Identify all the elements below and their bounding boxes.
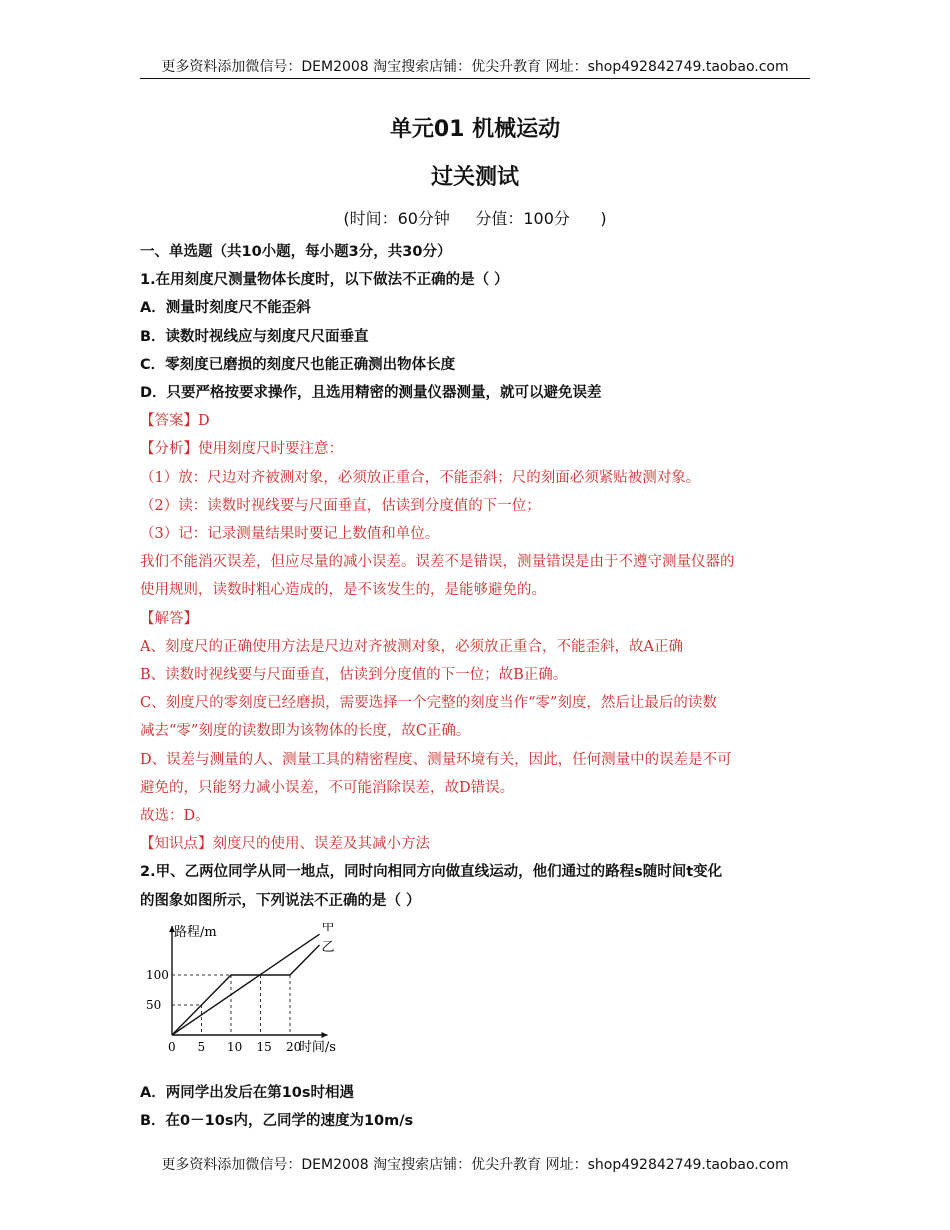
- section-heading: 一、单选题（共10小题，每小题3分，共30分）: [140, 244, 452, 260]
- question-1-option-d: D．只要严格按要求操作，且选用精密的测量仪器测量，就可以避免误差: [140, 385, 602, 402]
- analysis-text-line-2: 使用规则，读数时粗心造成的，是不该发生的，是能够避免的。: [140, 582, 546, 599]
- solution-c-line-1: C、刻度尺的零刻度已经磨损，需要选择一个完整的刻度当作“零”刻度，然后让最后的读数: [140, 695, 717, 712]
- analysis-point-3: （3）记：记录测量结果时要记上数值和单位。: [140, 526, 440, 543]
- analysis-text-line-1: 我们不能消灭误差，但应尽量的减小误差。误差不是错误，测量错误是由于不遵守测量仪器的: [140, 554, 735, 571]
- knowledge-point: 【知识点】刻度尺的使用、误差及其减小方法: [140, 836, 430, 853]
- distance-time-graph: [140, 923, 812, 1073]
- x-axis-arrow: [322, 1032, 328, 1038]
- y-tick-label: 50: [146, 997, 162, 1012]
- analysis-title: 【分析】使用刻度尺时要注意：: [140, 441, 343, 458]
- x-tick-label: 15: [256, 1039, 272, 1054]
- x-axis-label: 时间/s: [298, 1039, 336, 1055]
- solution-c-line-2: 减去“零”刻度的读数即为该物体的长度，故C正确。: [140, 723, 471, 740]
- question-2-stem-line-1: 2.甲、乙两位同学从同一地点，同时向相同方向做直线运动，他们通过的路程s随时间t变化: [140, 864, 723, 881]
- x-tick-label: 0: [168, 1039, 176, 1054]
- series-line-2: [172, 945, 320, 1035]
- x-tick-label: 10: [227, 1039, 243, 1054]
- question-1-stem: 1.在用刻度尺测量物体长度时，以下做法不正确的是（ ）: [140, 272, 509, 289]
- series-label-2: 乙: [321, 939, 335, 955]
- answer: 【答案】D: [140, 413, 210, 430]
- solution-d-line-1: D、误差与测量的人、测量工具的精密程度、测量环境有关，因此，任何测量中的误差是不可: [140, 751, 732, 768]
- question-2-stem-line-2: 的图象如图所示，下列说法不正确的是（ ）: [140, 892, 421, 909]
- y-tick-label: 100: [146, 967, 169, 982]
- page-footer: 更多资料添加微信号：DEM2008 淘宝搜索店铺：优尖升教育 网址：shop492842749.taobao.com: [161, 1157, 789, 1173]
- unit-title: 单元01 机械运动: [389, 117, 561, 142]
- chart-svg: [140, 923, 360, 1063]
- document-body: [140, 238, 812, 1135]
- y-axis-label: 路程/m: [174, 924, 217, 940]
- question-1-option-a: A．测量时刻度尺不能歪斜: [140, 300, 311, 317]
- x-tick-label: 20: [286, 1039, 302, 1054]
- time-info: (时间：60分钟 分值：100分 ): [343, 209, 607, 228]
- analysis-point-1: （1）放：尺边对齐被测对象，必须放正重合，不能歪斜；尺的刻面必须紧贴被测对象。: [140, 469, 701, 486]
- question-1-option-c: C．零刻度已磨损的刻度尺也能正确测出物体长度: [140, 356, 456, 373]
- question-1-option-b: B．读数时视线应与刻度尺尺面垂直: [140, 328, 369, 345]
- question-2-option-a: A．两同学出发后在第10s时相遇: [140, 1084, 355, 1101]
- solution-b: B、读数时视线要与尺面垂直，估读到分度值的下一位；故B正确。: [140, 667, 568, 684]
- page-header: 更多资料添加微信号：DEM2008 淘宝搜索店铺：优尖升教育 网址：shop492842749.taobao.com: [140, 56, 810, 79]
- final-choice: 故选：D。: [140, 808, 210, 825]
- solution-d-line-2: 避免的，只能努力减小误差，不可能消除误差，故D错误。: [140, 779, 515, 796]
- series-line-1: [172, 934, 320, 1035]
- analysis-point-2: （2）读：读数时视线要与尺面垂直，估读到分度值的下一位；: [140, 497, 541, 514]
- solution-a: A、刻度尺的正确使用方法是尺边对齐被测对象，必须放正重合，不能歪斜，故A正确: [140, 638, 683, 655]
- solution-title: 【解答】: [140, 610, 198, 627]
- series-label-1: 甲: [321, 922, 335, 935]
- question-2-option-b: B．在0－10s内，乙同学的速度为10m/s: [140, 1113, 414, 1130]
- x-tick-label: 5: [197, 1039, 206, 1054]
- test-title: 过关测试: [430, 165, 519, 190]
